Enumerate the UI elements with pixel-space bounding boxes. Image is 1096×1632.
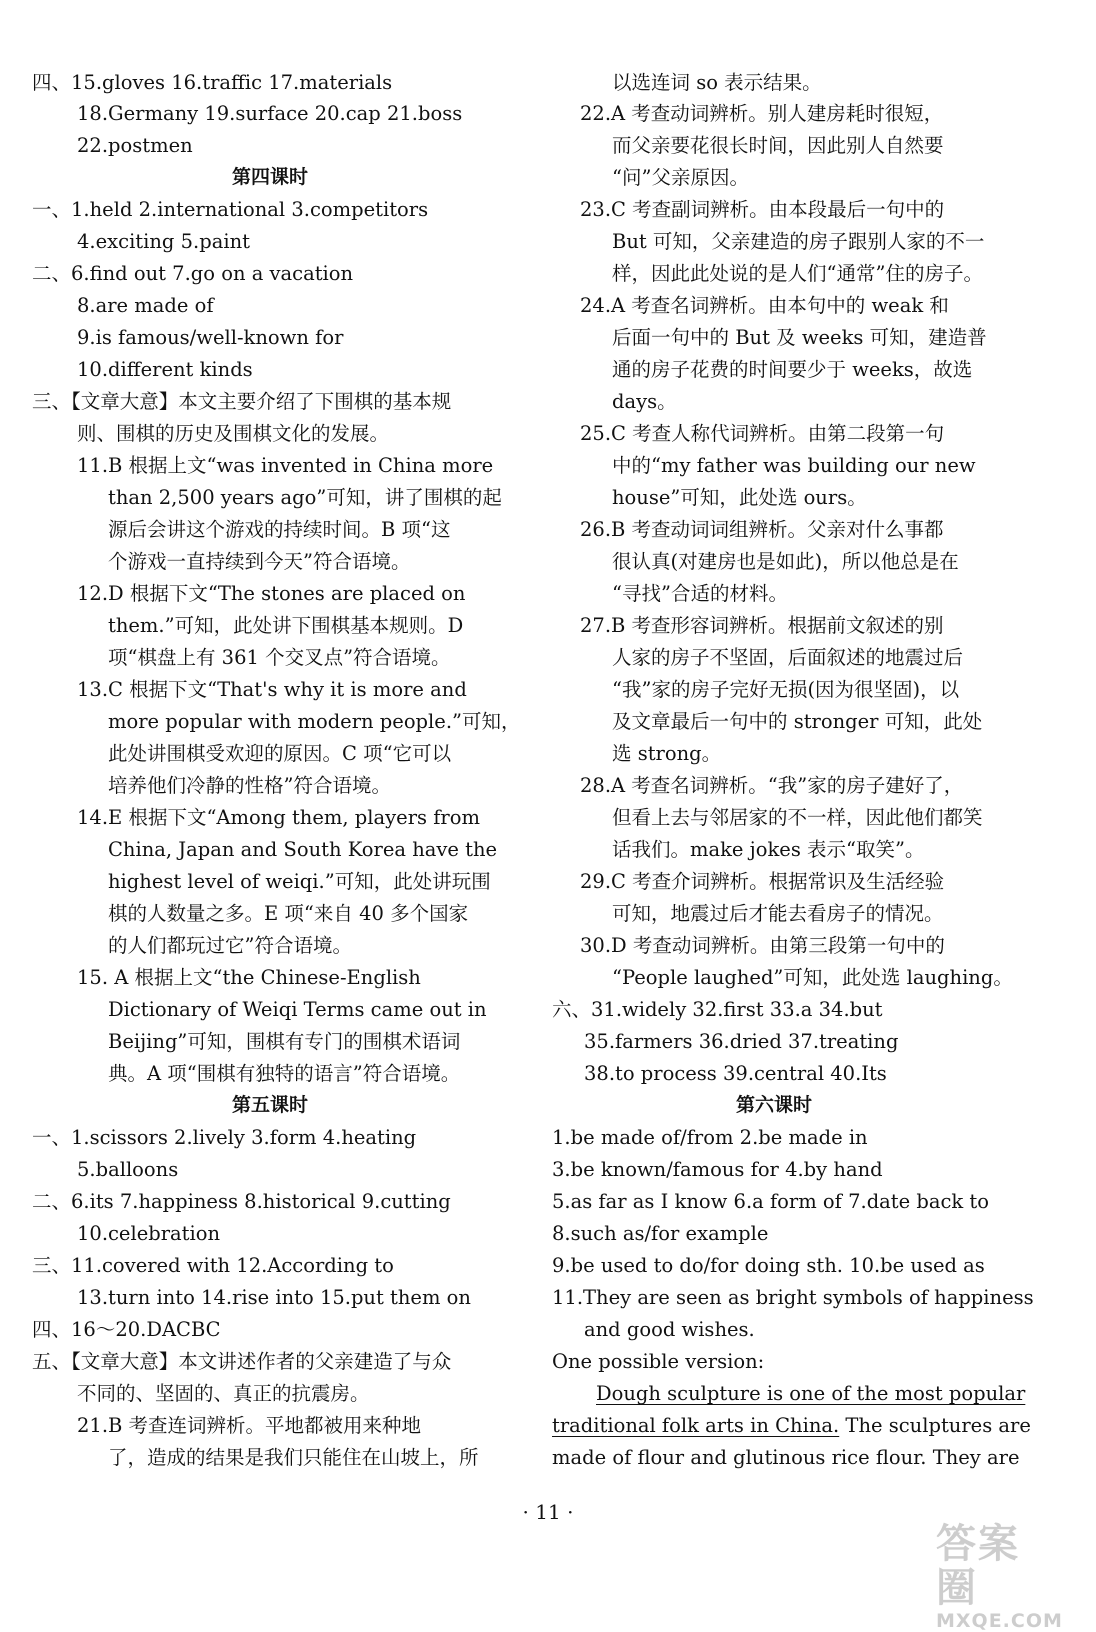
- watermark-logo-bottom: MXQE.COM: [936, 1610, 1063, 1632]
- section-heading: 第六课时: [736, 1094, 813, 1116]
- text-line: 人家的房子不坚固，后面叙述的地震过后: [612, 646, 964, 669]
- text-line: 3.be known/famous for 4.by hand: [552, 1158, 883, 1181]
- text-line: 22.postmen: [77, 134, 193, 157]
- text-line: 30.D 考查动词辨析。由第三段第一句中的: [580, 934, 945, 957]
- text-line: 可知，地震过后才能去看房子的情况。: [612, 902, 944, 925]
- text-line: 三、11.covered with 12.According to: [32, 1254, 394, 1277]
- watermark-logo: [936, 1521, 1063, 1632]
- text-line: “People laughed”可知，此处选 laughing。: [612, 966, 1013, 989]
- text-line: 五、【文章大意】本文讲述作者的父亲建造了与众: [32, 1350, 452, 1373]
- text-line: 而父亲要花很长时间，因此别人自然要: [612, 134, 944, 157]
- text-line: 18.Germany 19.surface 20.cap 21.boss: [77, 102, 463, 125]
- text-line: 及文章最后一句中的 stronger 可知，此处: [612, 710, 983, 733]
- text-line: 三、【文章大意】本文主要介绍了下围棋的基本规: [32, 390, 452, 413]
- text-line: 话我们。make jokes 表示“取笑”。: [612, 838, 925, 861]
- text-line: Beijing”可知，围棋有专门的围棋术语词: [108, 1030, 461, 1053]
- text-line: 10.different kinds: [77, 358, 253, 381]
- text-line: 源后会讲这个游戏的持续时间。B 项“这: [108, 518, 451, 541]
- text-line: 8.such as/for example: [552, 1222, 769, 1245]
- watermark-logo-top: 答案圈: [936, 1521, 1020, 1611]
- text-line: 14.E 根据下文“Among them, players from: [77, 806, 480, 829]
- underlined-text: Dough sculpture is one of the most popular: [596, 1382, 1026, 1405]
- text-line: “我”家的房子完好无损(因为很坚固)，以: [612, 678, 960, 701]
- text-line: 二、6.find out 7.go on a vacation: [32, 262, 354, 285]
- text-line: “问”父亲原因。: [612, 166, 749, 189]
- text-line: Dictionary of Weiqi Terms came out in: [108, 998, 487, 1021]
- text-line: 15. A 根据上文“the Chinese-English: [77, 966, 421, 989]
- text-line: 35.farmers 36.dried 37.treating: [584, 1030, 899, 1053]
- section-heading: 第四课时: [232, 166, 309, 188]
- text-line: 26.B 考查动词词组辨析。父亲对什么事都: [580, 518, 944, 541]
- text-line: 样，因此此处说的是人们“通常”住的房子。: [612, 262, 983, 285]
- text-line: 12.D 根据下文“The stones are placed on: [77, 582, 466, 605]
- text-line: 中的“my father was building our new: [612, 454, 976, 477]
- text-line: days。: [612, 390, 677, 413]
- text-line: them.”可知，此处讲下围棋基本规则。D: [108, 614, 464, 637]
- text-line: [596, 1379, 1025, 1409]
- text-line: 27.B 考查形容词辨析。根据前文叙述的别: [580, 614, 944, 637]
- page-number: · 11 ·: [522, 1500, 574, 1524]
- text-line: 13.turn into 14.rise into 15.put them on: [77, 1286, 471, 1309]
- text-line: highest level of weiqi.”可知，此处讲玩围: [108, 870, 491, 893]
- text-line: 21.B 考查连词辨析。平地都被用来种地: [77, 1414, 422, 1437]
- text-line: 5.balloons: [77, 1158, 179, 1181]
- text-line: 一、1.scissors 2.lively 3.form 4.heating: [32, 1126, 417, 1149]
- text-line: and good wishes.: [584, 1318, 755, 1341]
- text-line: 了，造成的结果是我们只能住在山坡上，所: [108, 1446, 479, 1469]
- text-line: China, Japan and South Korea have the: [108, 838, 498, 861]
- text-line: 不同的、坚固的、真正的抗震房。: [77, 1382, 370, 1405]
- text-line: 25.C 考查人称代词辨析。由第二段第一句: [580, 422, 945, 445]
- text-line: 22.A 考查动词辨析。别人建房耗时很短，: [580, 102, 944, 125]
- section-heading: 第五课时: [232, 1094, 309, 1116]
- text-line: 5.as far as I know 6.a form of 7.date back to: [552, 1190, 989, 1213]
- text-line: 24.A 考查名词辨析。由本句中的 weak 和: [580, 294, 949, 317]
- text-line: 28.A 考查名词辨析。“我”家的房子建好了，: [580, 774, 964, 797]
- text-line: 通的房子花费的时间要少于 weeks，故选: [612, 358, 973, 381]
- underlined-text: traditional folk arts in China.: [552, 1414, 840, 1437]
- text-line: 的人们都玩过它”符合语境。: [108, 934, 352, 957]
- text-line: [552, 1411, 1031, 1441]
- text-line: 项“棋盘上有 361 个交叉点”符合语境。: [108, 646, 451, 669]
- text-line: 11.B 根据上文“was invented in China more: [77, 454, 494, 477]
- text-line: 则、围棋的历史及围棋文化的发展。: [77, 422, 390, 445]
- text-line: “寻找”合适的材料。: [612, 582, 788, 605]
- text-line: 典。A 项“围棋有独特的语言”符合语境。: [108, 1062, 461, 1085]
- text-line: 23.C 考查副词辨析。由本段最后一句中的: [580, 198, 945, 221]
- text-line: 9.be used to do/for doing sth. 10.be used as: [552, 1254, 985, 1277]
- text-line: made of flour and glutinous rice flour. They are: [552, 1446, 1020, 1469]
- text-line: 四、16～20.DACBC: [32, 1318, 221, 1341]
- text-line: 13.C 根据下文“That's why it is more and: [77, 678, 467, 701]
- text-line: 38.to process 39.central 40.Its: [584, 1062, 887, 1085]
- text-line: 10.celebration: [77, 1222, 221, 1245]
- line-tail: The sculptures are: [839, 1414, 1031, 1437]
- text-line: house”可知，此处选 ours。: [612, 486, 867, 509]
- text-line: 个游戏一直持续到今天”符合语境。: [108, 550, 411, 573]
- text-line: 二、6.its 7.happiness 8.historical 9.cutting: [32, 1190, 451, 1213]
- text-line: 8.are made of: [77, 294, 214, 317]
- text-line: more popular with modern people.”可知，: [108, 710, 521, 733]
- text-line: 培养他们冷静的性格”符合语境。: [108, 774, 391, 797]
- text-line: 9.is famous/well-known for: [77, 326, 344, 349]
- text-line: 以选连词 so 表示结果。: [612, 71, 822, 94]
- text-line: One possible version:: [552, 1350, 765, 1373]
- text-line: 11.They are seen as bright symbols of happiness: [552, 1286, 1034, 1309]
- text-line: 很认真(对建房也是如此)，所以他总是在: [612, 550, 959, 573]
- text-line: 但看上去与邻居家的不一样，因此他们都笑: [612, 806, 983, 829]
- text-line: 1.be made of/from 2.be made in: [552, 1126, 868, 1149]
- text-line: 4.exciting 5.paint: [77, 230, 250, 253]
- text-line: 一、1.held 2.international 3.competitors: [32, 198, 429, 221]
- text-line: than 2,500 years ago”可知，讲了围棋的起: [108, 486, 502, 509]
- text-line: 此处讲围棋受欢迎的原因。C 项“它可以: [108, 742, 452, 765]
- text-line: 六、31.widely 32.first 33.a 34.but: [552, 998, 883, 1021]
- text-line: 选 strong。: [612, 742, 722, 765]
- text-line: 后面一句中的 But 及 weeks 可知，建造普: [612, 326, 987, 349]
- text-line: But 可知，父亲建造的房子跟别人家的不一: [612, 230, 985, 253]
- text-line: 29.C 考查介词辨析。根据常识及生活经验: [580, 870, 945, 893]
- text-line: 棋的人数量之多。E 项“来自 40 多个国家: [108, 902, 469, 925]
- text-line: 四、15.gloves 16.traffic 17.materials: [32, 71, 393, 94]
